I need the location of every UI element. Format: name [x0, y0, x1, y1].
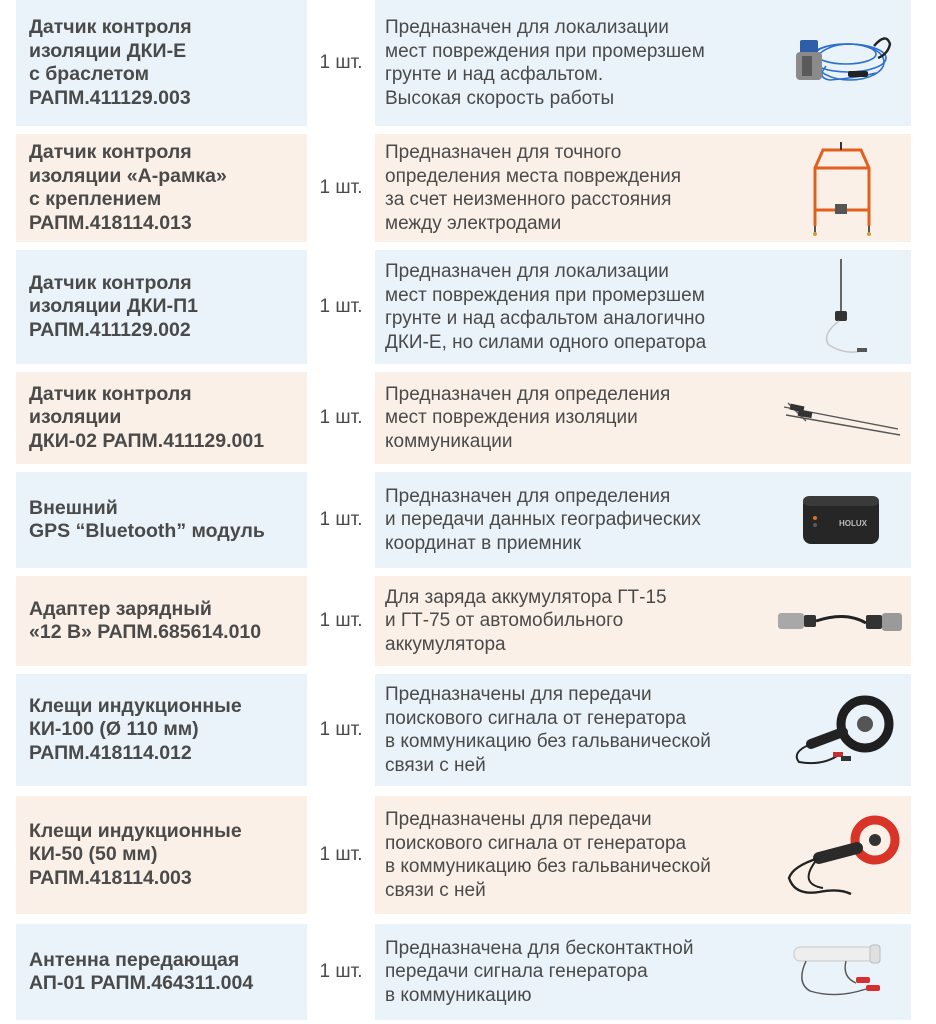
- description-line: за счет неизменного расстояния: [385, 189, 672, 210]
- product-name-line: АП-01 РАПМ.464311.004: [29, 972, 254, 994]
- description: [385, 485, 701, 556]
- description-line: Предназначен для локализации: [385, 261, 669, 282]
- description-line: Для заряда аккумулятора ГТ-15: [385, 586, 667, 608]
- description-line: между электродами: [385, 212, 562, 234]
- product-name: [16, 924, 307, 1020]
- description-line: поискового сигнала от генератора: [385, 832, 687, 854]
- description-line: мест повреждения изоляции: [385, 407, 638, 429]
- product-name-line: с браслетом: [29, 63, 149, 85]
- description-line: Высокая скорость работы: [385, 87, 615, 109]
- product-name-line: Датчик контроля: [29, 16, 192, 38]
- clamp-red-icon: [771, 796, 911, 914]
- description: [385, 937, 693, 1008]
- description-line: аккумулятора: [385, 633, 506, 655]
- table-row: [16, 372, 911, 464]
- description-line: координат в приемник: [385, 532, 582, 554]
- product-name-line: Адаптер зарядный: [29, 597, 212, 620]
- description-cell: [375, 924, 911, 1020]
- description-line: ДКИ-Е, но силами одного оператора: [385, 331, 707, 353]
- description-line: Предназначены для передачи: [385, 684, 652, 705]
- description-cell: [375, 674, 911, 786]
- product-name-line: изоляции ДКИ-П1: [29, 295, 198, 318]
- description-cell: [375, 0, 911, 126]
- product-name-line: КИ-50 (50 мм): [29, 843, 158, 866]
- description-line: Предназначен для локализации: [385, 17, 669, 38]
- product-name-line: КИ-100 (Ø 110 мм): [29, 718, 199, 741]
- charger-cable-icon: [771, 576, 911, 666]
- product-name-line: РАПМ.411129.003: [29, 86, 191, 109]
- product-name: [16, 472, 307, 568]
- quantity: 1 шт.: [307, 674, 375, 786]
- sensor-dki-e-icon: [771, 0, 911, 126]
- product-name: [16, 250, 307, 364]
- table-row: [16, 250, 911, 364]
- table-row: [16, 472, 911, 568]
- clamp-black-icon: [771, 674, 911, 786]
- description-line: поискового сигнала от генератора: [385, 707, 687, 729]
- product-name-line: изоляции «А-рамка»: [29, 164, 227, 187]
- description-line: Предназначен для точного: [385, 142, 622, 163]
- description-line: и передачи данных географических: [385, 509, 701, 531]
- description-line: грунте и над асфальтом.: [385, 64, 604, 85]
- product-name-line: GPS “Bluetooth” модуль: [29, 520, 265, 542]
- description: [385, 683, 711, 777]
- description: [385, 383, 670, 454]
- probe-dki-p1-icon: [771, 250, 911, 364]
- product-name: [16, 674, 307, 786]
- description-line: Предназначена для бесконтактной: [385, 937, 694, 959]
- description-line: определения места повреждения: [385, 165, 682, 187]
- description-line: Предназначен для определения: [385, 485, 671, 507]
- description-line: связи с ней: [385, 754, 486, 776]
- a-frame-icon: [771, 134, 911, 242]
- product-name-line: Антенна передающая: [29, 948, 240, 971]
- quantity: 1 шт.: [307, 472, 375, 568]
- description: [385, 141, 681, 235]
- table-row: [16, 924, 911, 1020]
- quantity: 1 шт.: [307, 372, 375, 464]
- product-name-line: РАПМ.418114.012: [29, 741, 192, 764]
- description-line: передачи сигнала генератора: [385, 961, 648, 983]
- product-name: [16, 796, 307, 914]
- description-line: коммуникации: [385, 430, 513, 452]
- antenna-icon: [771, 924, 911, 1020]
- description-line: и ГТ-75 от автомобильного: [385, 610, 624, 632]
- description-line: Предназначены для передачи: [385, 809, 652, 830]
- product-name-line: изоляции ДКИ-Е: [29, 39, 187, 62]
- quantity: 1 шт.: [307, 576, 375, 666]
- description-line: в коммуникацию без гальванической: [385, 856, 711, 877]
- product-name-line: РАПМ.411129.002: [29, 318, 191, 341]
- product-name-line: «12 В» РАПМ.685614.010: [29, 621, 262, 643]
- product-name-line: Клещи индукционные: [29, 819, 242, 842]
- quantity: 1 шт.: [307, 924, 375, 1020]
- description: [385, 808, 711, 902]
- description-cell: [375, 472, 911, 568]
- quantity: 1 шт.: [307, 134, 375, 242]
- product-name-line: РАПМ.418114.003: [29, 866, 192, 889]
- description-line: Предназначен для определения: [385, 383, 671, 405]
- description-cell: [375, 134, 911, 242]
- table-row: [16, 576, 911, 666]
- product-name: [16, 576, 307, 666]
- description-cell: [375, 796, 911, 914]
- table-row: [16, 674, 911, 786]
- description: [385, 586, 667, 657]
- product-name: [16, 0, 307, 126]
- quantity: 1 шт.: [307, 250, 375, 364]
- product-name-line: РАПМ.418114.013: [29, 211, 192, 234]
- product-name-line: Датчик контроля: [29, 382, 192, 405]
- description-line: мест повреждения при промерзшем: [385, 40, 705, 62]
- description-line: грунте и над асфальтом аналогично: [385, 308, 706, 329]
- product-name: [16, 134, 307, 242]
- description-line: в коммуникацию: [385, 984, 532, 1006]
- gps-logo: HOLUX: [839, 519, 867, 528]
- product-name-line: с креплением: [29, 188, 162, 210]
- description-line: в коммуникацию без гальванической: [385, 731, 711, 752]
- description: [385, 16, 705, 110]
- product-name-line: Клещи индукционные: [29, 694, 242, 717]
- product-name-line: изоляции: [29, 406, 122, 429]
- table-row: [16, 0, 911, 126]
- description-cell: [375, 576, 911, 666]
- table-row: [16, 134, 911, 242]
- probe-rods-icon: [771, 372, 911, 464]
- quantity: 1 шт.: [307, 796, 375, 914]
- product-name-line: Датчик контроля: [29, 141, 192, 163]
- product-name: [16, 372, 307, 464]
- quantity: 1 шт.: [307, 0, 375, 126]
- product-name-line: ДКИ-02 РАПМ.411129.001: [29, 429, 265, 452]
- description-line: мест повреждения при промерзшем: [385, 284, 705, 306]
- product-name-line: Внешний: [29, 496, 118, 519]
- description-line: связи с ней: [385, 879, 486, 901]
- description-cell: [375, 250, 911, 364]
- gps-module-icon: [771, 472, 911, 568]
- table-row: [16, 796, 911, 914]
- description-cell: [375, 372, 911, 464]
- description: [385, 260, 706, 354]
- product-name-line: Датчик контроля: [29, 271, 192, 294]
